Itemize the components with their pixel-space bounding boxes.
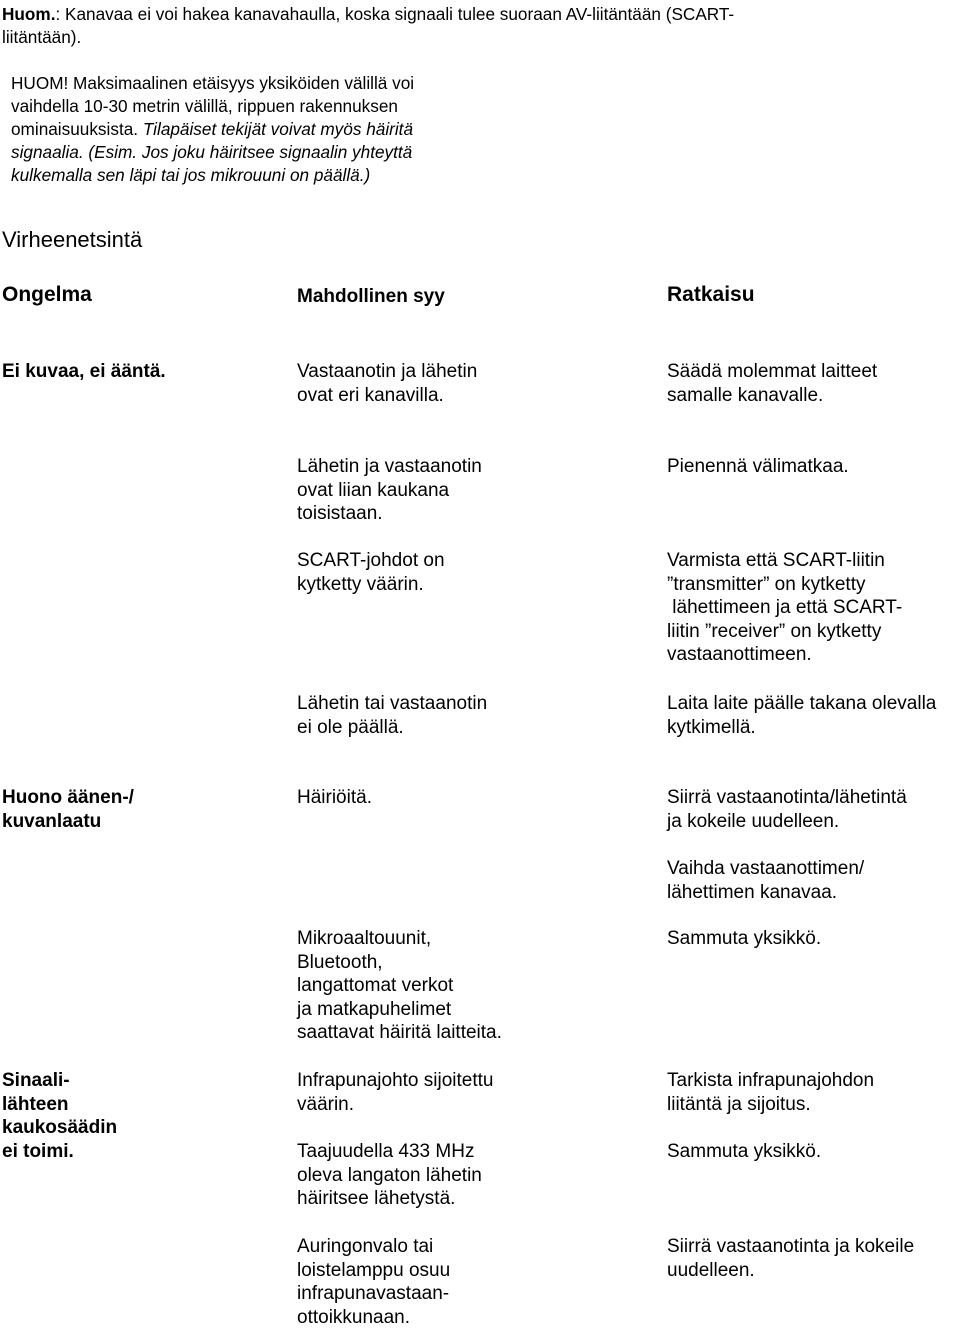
solution-cell: Pienennä välimatkaa. xyxy=(667,456,849,477)
cause-cell: Lähetin tai vastaanotin ei ole päällä. xyxy=(297,693,488,738)
header-solution: Ratkaisu xyxy=(667,283,755,306)
section-title: Virheenetsintä xyxy=(2,227,143,252)
solution-cell: Siirrä vastaanotinta ja kokeile uudelleen. xyxy=(667,1236,915,1281)
note-text: : Kanavaa ei voi hakea kanavahaulla, koska signaali tulee suoraan AV-liitäntään (SCART- liitäntään). xyxy=(2,4,735,47)
solution-cell: Siirrä vastaanotinta/lähetintä ja kokeile uudelleen. xyxy=(667,787,907,832)
cause-cell: SCART-johdot on kytketty väärin. xyxy=(297,550,445,595)
warning-text: HUOM! Maksimaalinen etäisyys yksiköiden välillä voi vaihdella 10-30 metrin välillä, rippuen rakennuksen ominaisuuksista. Tilapäiset tekijät voivat myös häiritä signaalia. (Esim. Jos joku häiritsee signaalin yhteyttä kulkemalla sen läpi tai jos mikrouuni on päällä.) xyxy=(11,73,415,185)
solution-cell: Tarkista infrapunajohdon liitäntä ja sijoitus. xyxy=(667,1070,875,1115)
cause-cell: Vastaanotin ja lähetin ovat eri kanavilla. xyxy=(297,361,478,406)
note-label: Huom. xyxy=(2,4,56,24)
cause-cell: Lähetin ja vastaanotin ovat liian kaukana toisistaan. xyxy=(297,456,482,524)
solution-cell: Sammuta yksikkö. xyxy=(667,928,822,949)
solution-cell: Sammuta yksikkö. xyxy=(667,1141,822,1162)
note-paragraph xyxy=(2,3,734,49)
cause-cell: Mikroaaltouunit, Bluetooth, langattomat verkot ja matkapuhelimet saattavat häiritä laitteita. xyxy=(297,928,502,1043)
header-cause: Mahdollinen syy xyxy=(297,286,445,307)
header-problem: Ongelma xyxy=(2,283,92,306)
problem-cell: Huono äänen-/ kuvanlaatu xyxy=(2,787,134,832)
problem-cell: Sinaali- lähteen kaukosäädin ei toimi. xyxy=(2,1070,118,1162)
problem-cell: Ei kuvaa, ei ääntä. xyxy=(2,361,166,382)
cause-cell: Infrapunajohto sijoitettu väärin. xyxy=(297,1070,494,1115)
solution-cell: Varmista että SCART-liitin ”transmitter” on kytketty lähettimeen ja että SCART- liitin ”receiver” on kytketty vastaanottimeen. xyxy=(667,550,903,665)
cause-cell: Häiriöitä. xyxy=(297,787,372,808)
cause-cell: Taajuudella 433 MHz oleva langaton lähetin häiritsee lähetystä. xyxy=(297,1141,482,1209)
solution-cell: Säädä molemmat laitteet samalle kanavalle. xyxy=(667,361,878,406)
cause-cell: Auringonvalo tai loistelamppu osuu infrapunavastaan- ottoikkunaan. xyxy=(297,1236,451,1328)
solution-cell: Vaihda vastaanottimen/ lähettimen kanavaa. xyxy=(667,858,865,903)
solution-cell: Laita laite päälle takana olevalla kytkimellä. xyxy=(667,693,937,738)
